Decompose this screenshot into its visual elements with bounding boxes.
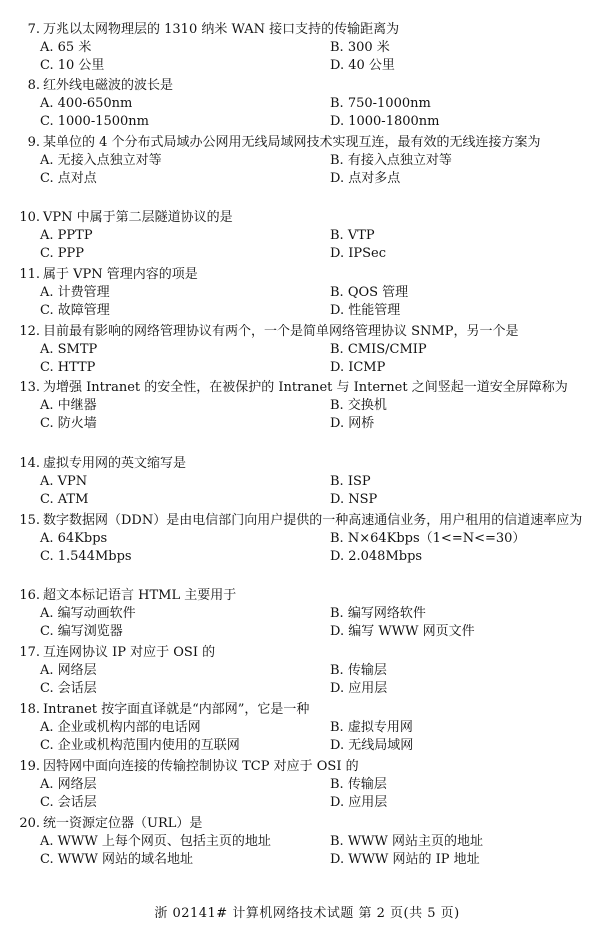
question-18 [18, 701, 584, 755]
option-c: C. 故障管理 [40, 303, 110, 318]
option-c: C. 点对点 [40, 171, 97, 186]
option-d: D. 40 公里 [330, 58, 395, 73]
option-c: C. PPP [40, 246, 84, 261]
question-12 [18, 323, 584, 377]
question-number: 8. [27, 78, 40, 93]
option-a: A. WWW 上每个网页、包括主页的地址 [40, 834, 271, 849]
option-a: A. 网络层 [40, 777, 97, 792]
option-a: A. 网络层 [40, 663, 97, 678]
question-stem: Intranet 按字面直译就是“内部网”，它是一种 [43, 702, 310, 717]
option-a: A. SMTP [40, 342, 98, 357]
option-b: B. CMIS/CMIP [330, 342, 427, 357]
option-d: D. 性能管理 [330, 303, 401, 318]
question-17 [18, 644, 584, 698]
question-11 [18, 266, 584, 320]
question-10 [18, 209, 584, 263]
option-d: D. 编写 WWW 网页文件 [330, 624, 475, 639]
question-number: 10. [19, 210, 40, 225]
option-d: D. 网桥 [330, 416, 375, 431]
option-d: D. WWW 网站的 IP 地址 [330, 852, 480, 867]
question-stem: 某单位的 4 个分布式局域办公网用无线局域网技术实现互连，最有效的无线连接方案为 [43, 135, 541, 150]
question-stem: 为增强 Intranet 的安全性，在被保护的 Intranet 与 Internet 之间竖起一道安全屏障称为 [43, 380, 568, 395]
question-8 [18, 77, 584, 131]
question-number: 13. [19, 380, 40, 395]
option-c: C. 1.544Mbps [40, 549, 132, 564]
question-9 [18, 134, 584, 188]
option-a: A. VPN [40, 474, 88, 489]
question-stem: 因特网中面向连接的传输控制协议 TCP 对应于 OSI 的 [43, 759, 359, 774]
option-d: D. 应用层 [330, 795, 388, 810]
option-b: B. VTP [330, 228, 375, 243]
question-stem: 数字数据网（DDN）是由电信部门向用户提供的一种高速通信业务，用户租用的信道速率应为 [43, 513, 583, 528]
option-d: D. 应用层 [330, 681, 388, 696]
option-b: B. 交换机 [330, 398, 387, 413]
option-b: B. QOS 管理 [330, 285, 409, 300]
option-b: B. 300 米 [330, 40, 390, 55]
option-a: A. 中继器 [40, 398, 97, 413]
option-c: C. HTTP [40, 360, 96, 375]
question-number: 7. [27, 22, 40, 37]
question-20 [18, 815, 584, 869]
question-19 [18, 758, 584, 812]
option-a: A. 400-650nm [40, 96, 133, 111]
question-number: 19. [19, 759, 40, 774]
question-stem: 红外线电磁波的波长是 [43, 78, 174, 93]
option-d: D. 点对多点 [330, 171, 401, 186]
question-stem: 万兆以太网物理层的 1310 纳米 WAN 接口支持的传输距离为 [43, 22, 400, 37]
question-number: 18. [19, 702, 40, 717]
question-number: 20. [19, 816, 40, 831]
option-c: C. 防火墙 [40, 416, 97, 431]
page-footer: 浙 02141# 计算机网络技术试题 第 2 页(共 5 页) [154, 906, 460, 921]
option-d: D. 2.048Mbps [330, 549, 423, 564]
option-d: D. 1000-1800nm [330, 114, 440, 129]
option-b: B. WWW 网站主页的地址 [330, 834, 484, 849]
question-stem: 超文本标记语言 HTML 主要用于 [43, 588, 237, 603]
option-b: B. 有接入点独立对等 [330, 153, 452, 168]
option-b: B. 虚拟专用网 [330, 720, 413, 735]
question-number: 9. [27, 135, 40, 150]
option-d: D. ICMP [330, 360, 386, 375]
option-a: A. 企业或机构内部的电话网 [40, 720, 201, 735]
option-b: B. ISP [330, 474, 371, 489]
question-stem: 属于 VPN 管理内容的项是 [43, 267, 198, 282]
option-a: A. PPTP [40, 228, 93, 243]
option-c: C. 会话层 [40, 681, 97, 696]
question-13 [18, 379, 584, 433]
question-stem: 目前最有影响的网络管理协议有两个，一个是简单网络管理协议 SNMP，另一个是 [43, 324, 519, 339]
question-7 [18, 21, 584, 75]
option-b: B. 编写网络软件 [330, 606, 426, 621]
question-number: 12. [19, 324, 40, 339]
question-15 [18, 512, 584, 566]
question-number: 16. [19, 588, 40, 603]
option-b: B. 传输层 [330, 777, 387, 792]
question-number: 17. [19, 645, 40, 660]
question-stem: 虚拟专用网的英文缩写是 [43, 456, 187, 471]
option-c: C. 1000-1500nm [40, 114, 150, 129]
question-number: 14. [19, 456, 40, 471]
option-a: A. 无接入点独立对等 [40, 153, 162, 168]
option-b: B. 传输层 [330, 663, 387, 678]
option-a: A. 64Kbps [40, 531, 108, 546]
option-c: C. WWW 网站的域名地址 [40, 852, 193, 867]
option-d: D. IPSec [330, 246, 386, 261]
option-c: C. 会话层 [40, 795, 97, 810]
question-stem: 统一资源定位器（URL）是 [43, 816, 203, 831]
option-c: C. ATM [40, 492, 89, 507]
question-stem: VPN 中属于第二层隧道协议的是 [43, 210, 233, 225]
option-d: D. NSP [330, 492, 378, 507]
option-b: B. 750-1000nm [330, 96, 431, 111]
option-a: A. 65 米 [40, 40, 92, 55]
question-number: 15. [19, 513, 40, 528]
question-16 [18, 587, 584, 641]
option-a: A. 编写动画软件 [40, 606, 136, 621]
option-d: D. 无线局域网 [330, 738, 414, 753]
question-stem: 互连网协议 IP 对应于 OSI 的 [43, 645, 216, 660]
question-number: 11. [19, 267, 40, 282]
option-c: C. 编写浏览器 [40, 624, 123, 639]
option-c: C. 10 公里 [40, 58, 105, 73]
option-c: C. 企业或机构范围内使用的互联网 [40, 738, 240, 753]
option-a: A. 计费管理 [40, 285, 110, 300]
option-b: B. N×64Kbps（1<=N<=30） [330, 531, 526, 546]
question-14 [18, 455, 584, 509]
